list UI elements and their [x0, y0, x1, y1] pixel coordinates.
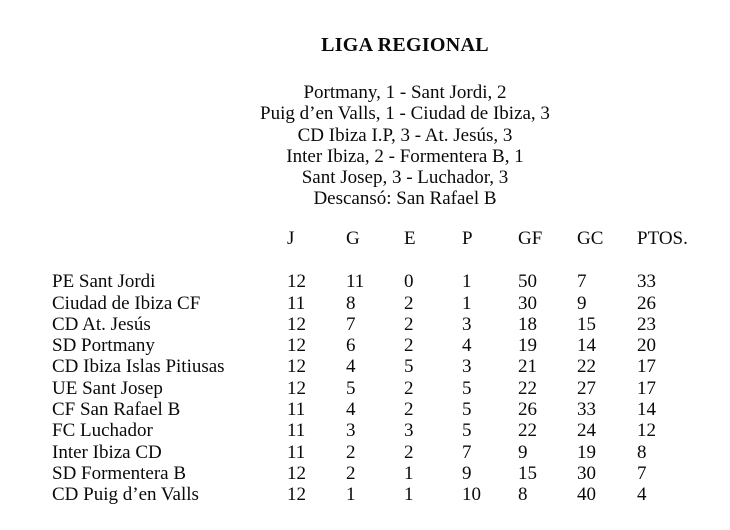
stat-cell: 22: [518, 420, 537, 442]
stat-cell: 5: [462, 377, 472, 399]
stat-cell: 12: [287, 271, 306, 293]
stat-cell: 14: [637, 399, 656, 421]
stat-cell: 17: [637, 377, 656, 399]
stat-cell: 11: [287, 292, 306, 314]
team-name-cell: PE Sant Jordi: [52, 271, 156, 293]
stat-cell: 19: [577, 441, 596, 463]
stat-cell: 12: [287, 484, 306, 506]
stat-cell: 3: [462, 313, 472, 335]
team-name-cell: CD Puig d’en Valls: [52, 484, 199, 506]
standings-table: [52, 228, 701, 506]
stat-cell: 4: [346, 356, 356, 378]
stat-cell: 12: [287, 377, 306, 399]
match-results-block: [80, 82, 730, 210]
stat-cell: 1: [346, 484, 356, 506]
stat-cell: 2: [404, 441, 414, 463]
standings-header-row: [52, 228, 701, 249]
stat-cell: 11: [287, 420, 306, 442]
col-header-g: G: [346, 228, 360, 249]
stat-cell: 12: [287, 356, 306, 378]
stat-cell: 4: [346, 399, 356, 421]
table-row: [52, 293, 701, 314]
stat-cell: 12: [287, 462, 306, 484]
team-name-cell: SD Formentera B: [52, 462, 187, 484]
stat-cell: 50: [518, 271, 537, 293]
stat-cell: 22: [518, 377, 537, 399]
stat-cell: 1: [404, 484, 414, 506]
table-row: [52, 356, 701, 377]
stat-cell: 19: [518, 335, 537, 357]
stat-cell: 14: [577, 335, 596, 357]
match-result-line: Portmany, 1 - Sant Jordi, 2: [303, 82, 507, 103]
team-name-cell: UE Sant Josep: [52, 377, 163, 399]
stat-cell: 22: [577, 356, 596, 378]
stat-cell: 7: [346, 313, 356, 335]
team-name-cell: CF San Rafael B: [52, 399, 181, 421]
stat-cell: 33: [637, 271, 656, 293]
stat-cell: 9: [518, 441, 528, 463]
stat-cell: 2: [346, 441, 356, 463]
team-name-cell: CD Ibiza Islas Pitiusas: [52, 356, 225, 378]
stat-cell: 9: [577, 292, 587, 314]
stat-cell: 17: [637, 356, 656, 378]
col-header-gc: GC: [577, 228, 604, 249]
stat-cell: 2: [404, 292, 414, 314]
stat-cell: 2: [346, 462, 356, 484]
stat-cell: 8: [637, 441, 647, 463]
stat-cell: 30: [518, 292, 537, 314]
table-row: [52, 442, 701, 463]
stat-cell: 5: [462, 399, 472, 421]
stat-cell: 23: [637, 313, 656, 335]
match-result-line: Puig d’en Valls, 1 - Ciudad de Ibiza, 3: [260, 103, 550, 125]
stat-cell: 12: [637, 420, 656, 442]
stat-cell: 2: [404, 377, 414, 399]
stat-cell: 11: [346, 271, 365, 293]
stat-cell: 30: [577, 462, 596, 484]
team-name-cell: CD At. Jesús: [52, 313, 151, 335]
stat-cell: 3: [346, 420, 356, 442]
header-spacer: [52, 249, 701, 271]
table-row: [52, 378, 701, 399]
stat-cell: 8: [346, 292, 356, 314]
col-header-e: E: [404, 228, 416, 249]
stat-cell: 10: [462, 484, 481, 506]
stat-cell: 18: [518, 313, 537, 335]
match-result-line: Inter Ibiza, 2 - Formentera B, 1: [286, 145, 524, 167]
match-result-rest-line: Descansó: San Rafael B: [313, 188, 497, 210]
col-header-ptos: PTOS.: [637, 228, 688, 249]
stat-cell: 15: [577, 313, 596, 335]
table-row: [52, 399, 701, 420]
stat-cell: 4: [462, 335, 472, 357]
team-name-cell: Inter Ibiza CD: [52, 441, 162, 463]
stat-cell: 2: [404, 335, 414, 357]
match-result-line: CD Ibiza I.P, 3 - At. Jesús, 3: [297, 124, 513, 146]
stat-cell: 11: [287, 441, 306, 463]
stat-cell: 7: [637, 462, 647, 484]
stat-cell: 7: [462, 441, 472, 463]
stat-cell: 1: [462, 271, 472, 293]
col-header-team: [52, 228, 287, 249]
stat-cell: 2: [404, 313, 414, 335]
stat-cell: 7: [577, 271, 587, 293]
stat-cell: 3: [404, 420, 414, 442]
stat-cell: 8: [518, 484, 528, 506]
table-row: [52, 314, 701, 335]
stat-cell: 5: [462, 420, 472, 442]
stat-cell: 12: [287, 313, 306, 335]
stat-cell: 2: [404, 399, 414, 421]
page-title: LIGA REGIONAL: [321, 34, 489, 56]
col-header-j: J: [287, 228, 295, 249]
stat-cell: 3: [462, 356, 472, 378]
team-name-cell: FC Luchador: [52, 420, 153, 442]
stat-cell: 21: [518, 356, 537, 378]
stat-cell: 0: [404, 271, 414, 293]
stat-cell: 27: [577, 377, 596, 399]
table-row: [52, 420, 701, 441]
team-name-cell: SD Portmany: [52, 335, 155, 357]
col-header-p: P: [462, 228, 473, 249]
table-row: [52, 271, 701, 292]
col-header-gf: GF: [518, 228, 543, 249]
table-row: [52, 484, 701, 505]
stat-cell: 26: [518, 399, 537, 421]
stat-cell: 40: [577, 484, 596, 506]
stat-cell: 24: [577, 420, 596, 442]
stat-cell: 20: [637, 335, 656, 357]
stat-cell: 5: [346, 377, 356, 399]
stat-cell: 15: [518, 462, 537, 484]
match-result-line: Sant Josep, 3 - Luchador, 3: [301, 167, 509, 189]
stat-cell: 26: [637, 292, 656, 314]
stat-cell: 6: [346, 335, 356, 357]
stat-cell: 5: [404, 356, 414, 378]
stat-cell: 33: [577, 399, 596, 421]
table-row: [52, 335, 701, 356]
stat-cell: 1: [404, 462, 414, 484]
stat-cell: 12: [287, 335, 306, 357]
team-name-cell: Ciudad de Ibiza CF: [52, 292, 201, 314]
stat-cell: 11: [287, 399, 306, 421]
stat-cell: 9: [462, 462, 472, 484]
table-row: [52, 463, 701, 484]
stat-cell: 1: [462, 292, 472, 314]
stat-cell: 4: [637, 484, 647, 506]
